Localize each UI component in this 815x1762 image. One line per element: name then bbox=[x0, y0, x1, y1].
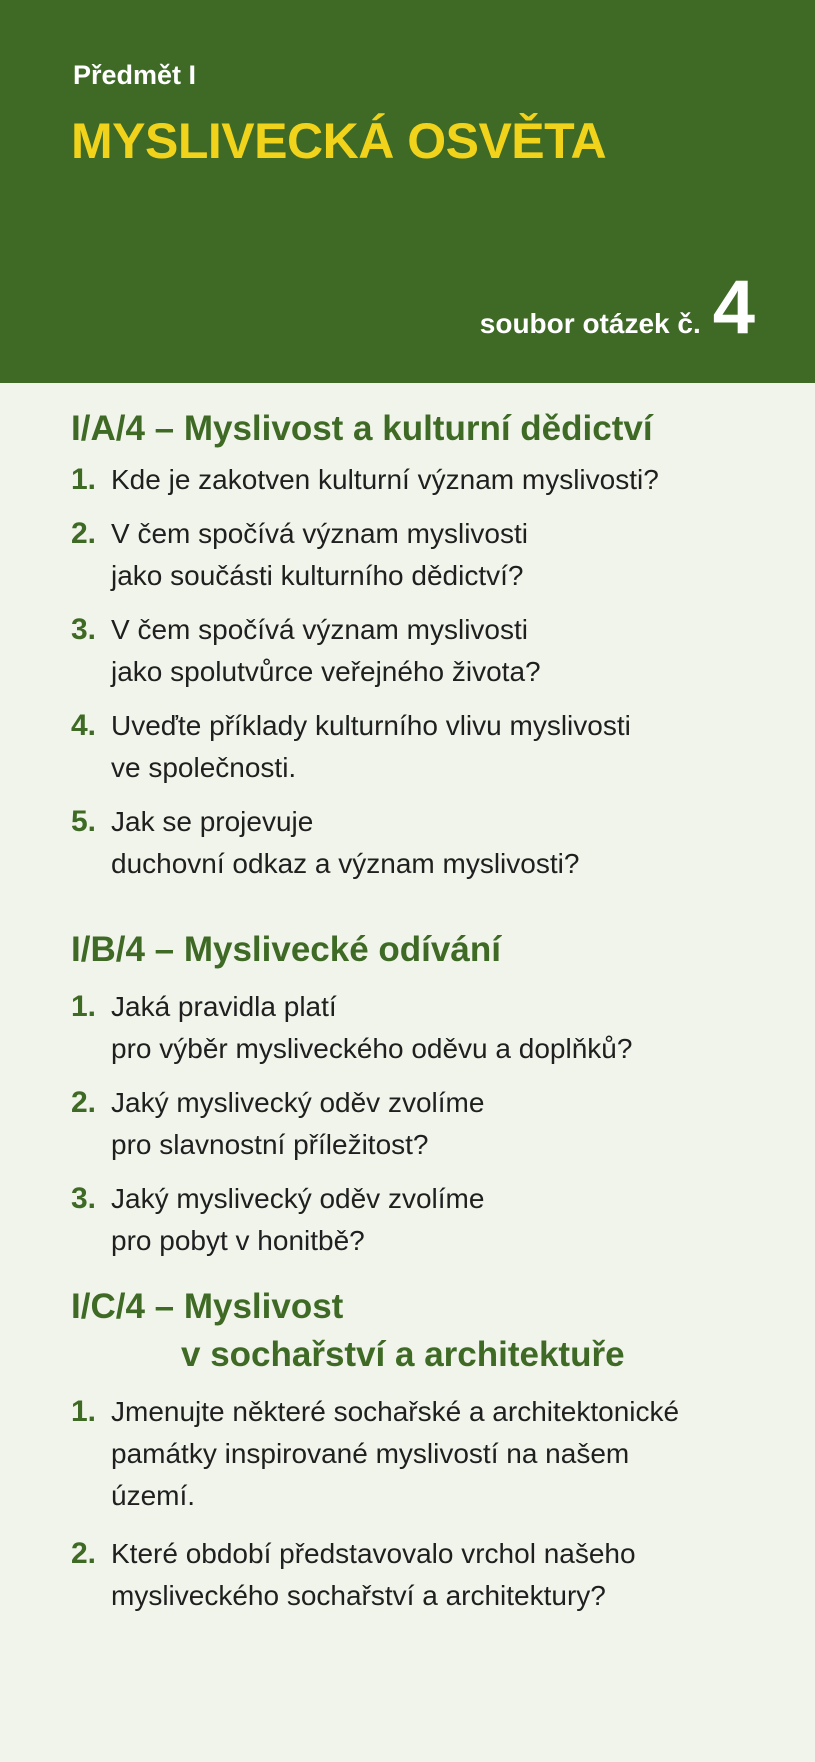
question-text: Jak se projevuje duchovní odkaz a význam myslivosti? bbox=[111, 806, 580, 879]
section-c-title bbox=[71, 1283, 791, 1379]
question-set-number: 4 bbox=[712, 265, 755, 350]
question-item bbox=[71, 986, 791, 1070]
question-text: Jaký myslivecký oděv zvolíme pro slavnostní příležitost? bbox=[111, 1087, 485, 1160]
section-c-questions bbox=[71, 1391, 791, 1617]
question-item bbox=[71, 609, 791, 693]
question-text: Uveďte příklady kulturního vlivu myslivosti ve společnosti. bbox=[111, 710, 631, 783]
question-number: 3. bbox=[71, 1182, 97, 1215]
question-set-label: soubor otázek č. bbox=[479, 308, 701, 339]
section-a-title: I/A/4 – Myslivost a kulturní dědictví bbox=[71, 409, 653, 448]
question-text: Kde je zakotven kulturní význam myslivosti? bbox=[111, 464, 659, 495]
question-item bbox=[71, 1391, 791, 1517]
question-text: Jaký myslivecký oděv zvolíme pro pobyt v honitbě? bbox=[111, 1183, 485, 1256]
section-a bbox=[71, 383, 791, 885]
question-item bbox=[71, 801, 791, 885]
question-number: 2. bbox=[71, 517, 97, 550]
question-number: 4. bbox=[71, 709, 97, 742]
question-number: 3. bbox=[71, 613, 97, 646]
content-area bbox=[0, 383, 815, 1762]
question-item bbox=[71, 1082, 791, 1166]
question-text: V čem spočívá význam myslivosti jako spolutvůrce veřejného života? bbox=[111, 614, 541, 687]
question-item bbox=[71, 705, 791, 789]
section-b-questions bbox=[71, 986, 791, 1262]
section-c-title-line2: v sochařství a architektuře bbox=[181, 1335, 625, 1374]
question-set-row bbox=[479, 265, 755, 350]
subject-title: MYSLIVECKÁ OSVĚTA bbox=[71, 113, 607, 169]
section-b bbox=[71, 926, 791, 1262]
question-item bbox=[71, 1178, 791, 1262]
question-number: 1. bbox=[71, 1395, 97, 1428]
question-text: Jaká pravidla platí pro výběr mysliveckého oděvu a doplňků? bbox=[111, 991, 633, 1064]
question-item bbox=[71, 459, 791, 501]
section-a-questions bbox=[71, 459, 791, 885]
header-banner bbox=[0, 0, 815, 383]
question-number: 2. bbox=[71, 1537, 97, 1570]
section-c bbox=[71, 1283, 791, 1617]
question-item bbox=[71, 1533, 791, 1617]
section-c-title-line1: I/C/4 – Myslivost bbox=[71, 1287, 344, 1326]
subject-label: Předmět I bbox=[73, 60, 197, 90]
question-text: Jmenujte některé sochařské a architektonické památky inspirované myslivostí na našem území. bbox=[111, 1396, 680, 1511]
question-number: 5. bbox=[71, 805, 97, 838]
question-number: 1. bbox=[71, 990, 97, 1023]
section-b-title: I/B/4 – Myslivecké odívání bbox=[71, 930, 501, 969]
question-text: Které období představovalo vrchol našeho mysliveckého sochařství a architektury? bbox=[111, 1538, 636, 1611]
question-number: 2. bbox=[71, 1086, 97, 1119]
question-number: 1. bbox=[71, 463, 97, 496]
question-item bbox=[71, 513, 791, 597]
question-text: V čem spočívá význam myslivosti jako součásti kulturního dědictví? bbox=[111, 518, 528, 591]
